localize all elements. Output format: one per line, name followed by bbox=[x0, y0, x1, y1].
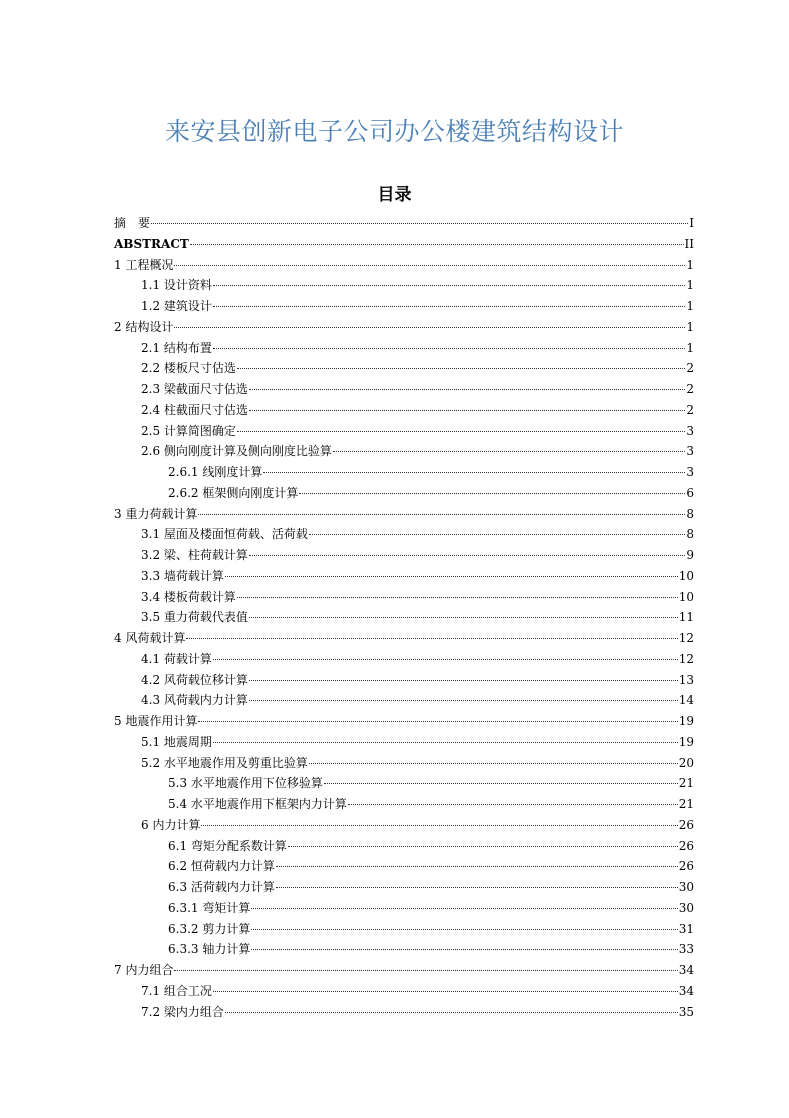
toc-entry-page: 1 bbox=[686, 299, 694, 313]
toc-entry-label: 2.6 侧向刚度计算及侧向刚度比验算 bbox=[141, 444, 332, 459]
toc-entry-label: 2.3 梁截面尺寸估选 bbox=[141, 382, 248, 396]
toc-entry-page: 10 bbox=[678, 589, 694, 604]
toc-entry-label: ABSTRACT bbox=[114, 236, 189, 251]
toc-leader-dots bbox=[333, 437, 685, 452]
toc-leader-dots bbox=[251, 915, 677, 930]
toc-entry-label: 6.3.1 弯矩计算 bbox=[168, 900, 251, 915]
toc-entry-label: 1 工程概况 bbox=[114, 257, 174, 272]
toc-entry-label: 5.4 水平地震作用下框架内力计算 bbox=[168, 797, 347, 811]
toc-leader-dots bbox=[174, 956, 677, 971]
toc-entry-page: 3 bbox=[686, 465, 694, 479]
toc-entry-page: 12 bbox=[678, 631, 694, 645]
toc-entry-page: 30 bbox=[678, 900, 694, 915]
toc-leader-dots bbox=[174, 251, 685, 266]
toc-entry-page: 8 bbox=[686, 527, 694, 542]
toc-leader-dots bbox=[249, 541, 685, 556]
toc-entry-label: 2.6.2 框架侧向刚度计算 bbox=[168, 485, 299, 500]
toc-leader-dots bbox=[237, 354, 685, 369]
toc-leader-dots bbox=[249, 603, 678, 618]
toc-entry-page: 21 bbox=[678, 797, 694, 811]
toc-entry-label: 2.2 楼板尺寸估选 bbox=[141, 361, 236, 376]
toc-entry-label: 4 风荷载计算 bbox=[114, 631, 186, 645]
toc-heading: 目录 bbox=[377, 185, 412, 205]
toc-entry-page: 19 bbox=[678, 734, 694, 749]
toc-entry[interactable] bbox=[114, 1001, 694, 1022]
toc-leader-dots bbox=[198, 707, 677, 722]
toc-leader-dots bbox=[213, 645, 678, 660]
toc-entry-page: 33 bbox=[678, 942, 694, 957]
toc-entry-page: 19 bbox=[678, 714, 694, 728]
toc-leader-dots bbox=[309, 520, 685, 535]
toc-entry-page: 34 bbox=[678, 963, 694, 977]
toc-leader-dots bbox=[249, 396, 685, 411]
toc-entry-label: 2.4 柱截面尺寸估选 bbox=[141, 402, 248, 417]
toc-entry-label: 3.4 楼板荷载计算 bbox=[141, 589, 236, 604]
toc-leader-dots bbox=[324, 769, 678, 784]
toc-entry-page: 8 bbox=[686, 506, 694, 521]
toc-entry-page: I bbox=[689, 216, 694, 230]
toc-entry-page: 6 bbox=[686, 485, 694, 500]
toc-entry-page: 1 bbox=[686, 278, 694, 293]
toc-leader-dots bbox=[237, 417, 685, 432]
toc-entry-label: 2.5 计算简图确定 bbox=[141, 423, 236, 438]
toc-entry-label: 1.1 设计资料 bbox=[141, 278, 212, 293]
toc-entry-label: 5.1 地震周期 bbox=[141, 734, 212, 749]
toc-entry-label: 3 重力荷载计算 bbox=[114, 506, 198, 521]
toc-leader-dots bbox=[288, 832, 678, 847]
document-title: 来安县创新电子公司办公楼建筑结构设计 bbox=[164, 117, 624, 146]
toc-leader-dots bbox=[213, 334, 685, 349]
toc-entry-label: 4.1 荷载计算 bbox=[141, 651, 212, 666]
toc-leader-dots bbox=[237, 583, 678, 598]
toc-entry-label: 5.2 水平地震作用及剪重比验算 bbox=[141, 755, 308, 770]
toc-leader-dots bbox=[249, 686, 678, 701]
toc-entry-label: 6.3.3 轴力计算 bbox=[168, 942, 251, 957]
toc-entry-page: 3 bbox=[686, 444, 694, 459]
toc-entry-page: 34 bbox=[678, 983, 694, 998]
toc-entry-label: 6.3.2 剪力计算 bbox=[168, 921, 251, 936]
toc-entry-page: 2 bbox=[686, 361, 694, 376]
toc-entry-label: 3.5 重力荷载代表值 bbox=[141, 610, 248, 625]
toc-leader-dots bbox=[213, 292, 685, 307]
toc-entry-label: 5.3 水平地震作用下位移验算 bbox=[168, 776, 323, 791]
toc-leader-dots bbox=[201, 811, 677, 826]
toc-leader-dots bbox=[225, 998, 678, 1013]
toc-entry-label: 7 内力组合 bbox=[114, 963, 174, 977]
toc-entry-page: 2 bbox=[686, 382, 694, 396]
toc-entry-page: 14 bbox=[678, 693, 694, 708]
toc-leader-dots bbox=[174, 313, 685, 328]
toc-leader-dots bbox=[263, 458, 685, 473]
toc-entry-page: 3 bbox=[686, 423, 694, 438]
toc-entry-page: 13 bbox=[678, 672, 694, 687]
toc-entry-page: 35 bbox=[678, 1004, 694, 1019]
toc-entry-label: 6.3 活荷载内力计算 bbox=[168, 880, 275, 894]
toc-leader-dots bbox=[186, 624, 677, 639]
toc-entry-page: 31 bbox=[678, 921, 694, 936]
toc-entry-page: 12 bbox=[678, 651, 694, 666]
toc-leader-dots bbox=[276, 852, 678, 867]
toc-entry-page: 2 bbox=[686, 402, 694, 417]
toc-leader-dots bbox=[299, 479, 685, 494]
toc-entry-label: 1.2 建筑设计 bbox=[141, 299, 212, 313]
toc-entry-page: 30 bbox=[678, 880, 694, 894]
toc-entry-label: 摘 要 bbox=[114, 216, 151, 230]
toc-entry-page: 1 bbox=[686, 340, 694, 355]
toc-entry-label: 3.1 屋面及楼面恒荷载、活荷载 bbox=[141, 527, 308, 542]
toc-entry-page: 26 bbox=[678, 838, 694, 853]
toc-leader-dots bbox=[348, 790, 678, 805]
toc-leader-dots bbox=[249, 375, 685, 390]
toc-entry-label: 6.2 恒荷载内力计算 bbox=[168, 859, 275, 874]
toc-leader-dots bbox=[251, 935, 677, 950]
toc-entry-label: 2.6.1 线刚度计算 bbox=[168, 465, 263, 479]
toc-entry-page: 20 bbox=[678, 755, 694, 770]
toc-entry-label: 3.2 梁、柱荷载计算 bbox=[141, 548, 248, 562]
toc-leader-dots bbox=[213, 977, 678, 992]
toc-entry-page: 1 bbox=[686, 319, 694, 334]
toc-entry-page: 1 bbox=[686, 257, 694, 272]
toc-entry-label: 4.2 风荷载位移计算 bbox=[141, 672, 248, 687]
toc-leader-dots bbox=[198, 500, 685, 515]
toc-entry-label: 6 内力计算 bbox=[141, 817, 201, 832]
toc-entry-label: 7.1 组合工况 bbox=[141, 983, 212, 998]
toc-entry-label: 3.3 墙荷载计算 bbox=[141, 568, 224, 583]
toc-entry-page: 10 bbox=[678, 568, 694, 583]
toc-leader-dots bbox=[190, 230, 684, 245]
toc-leader-dots bbox=[251, 894, 677, 909]
toc-entry-label: 7.2 梁内力组合 bbox=[141, 1004, 224, 1019]
toc-entry-page: 11 bbox=[678, 610, 694, 625]
toc-entry-label: 5 地震作用计算 bbox=[114, 714, 198, 728]
toc-leader-dots bbox=[309, 749, 678, 764]
toc-entry-label: 2 结构设计 bbox=[114, 319, 174, 334]
toc-entry-label: 6.1 弯矩分配系数计算 bbox=[168, 838, 287, 853]
toc-entry-label: 2.1 结构布置 bbox=[141, 340, 212, 355]
toc-leader-dots bbox=[276, 873, 678, 888]
toc-leader-dots bbox=[213, 728, 678, 743]
toc-entry-page: 21 bbox=[678, 776, 694, 791]
toc-leader-dots bbox=[249, 666, 678, 681]
toc-leader-dots bbox=[213, 271, 685, 286]
toc-entry-label: 4.3 风荷载内力计算 bbox=[141, 693, 248, 708]
toc-leader-dots bbox=[151, 209, 688, 224]
table-of-contents bbox=[114, 212, 694, 1021]
toc-entry-page: II bbox=[684, 236, 694, 251]
toc-entry-page: 9 bbox=[686, 548, 694, 562]
toc-leader-dots bbox=[225, 562, 678, 577]
toc-entry-page: 26 bbox=[678, 859, 694, 874]
toc-entry-page: 26 bbox=[678, 817, 694, 832]
